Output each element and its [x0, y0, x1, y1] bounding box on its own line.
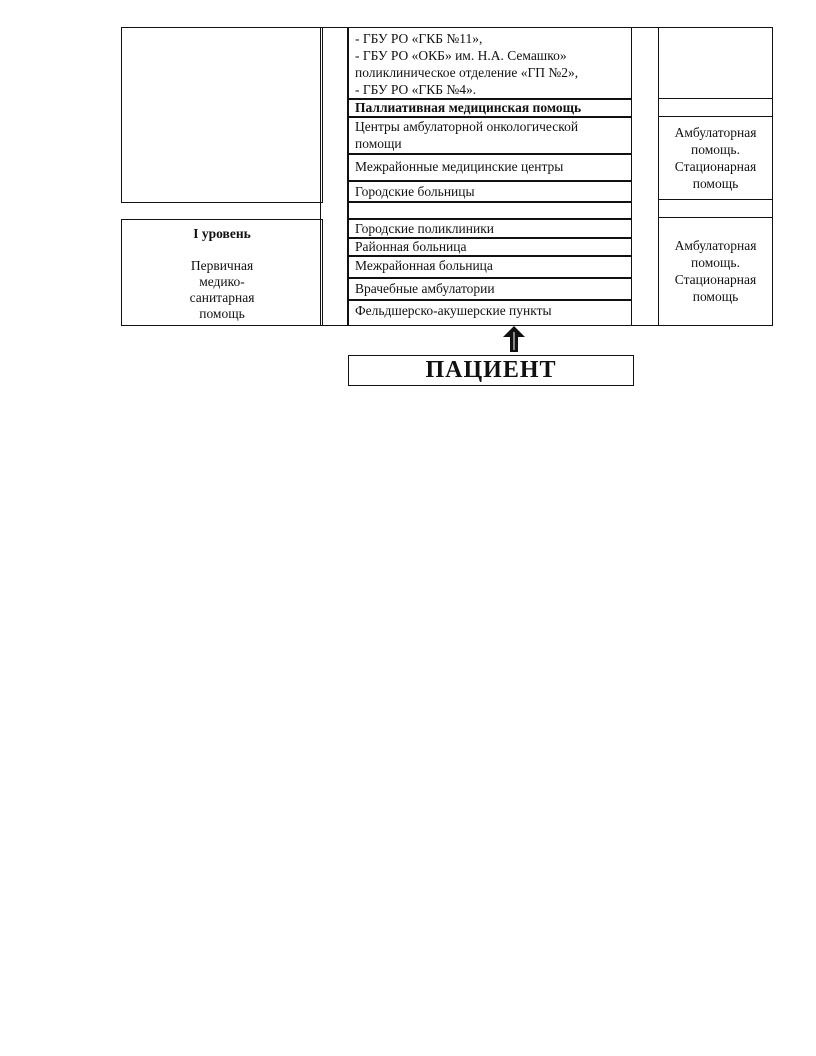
top-line-3: поликлиническое отделение «ГП №2», [355, 65, 579, 80]
left-connector-column [320, 27, 348, 326]
top-line-1: - ГБУ РО «ГКБ №11», [355, 31, 483, 46]
arrow-up-icon [502, 326, 526, 352]
right-bottom-line-1: Амбулаторная [674, 238, 757, 253]
sep-row-3 [348, 277, 632, 279]
level1-title: I уровень [193, 226, 251, 241]
patient-title: ПАЦИЕНТ [425, 357, 557, 383]
right-upper-box [658, 27, 773, 99]
level1-row-4: Врачебные амбулатории [355, 281, 495, 296]
right-top-line-1: Амбулаторная [674, 125, 757, 140]
sep-centers-bottom [348, 180, 632, 182]
left-upper-box [121, 27, 323, 203]
sep-level1-top [348, 218, 632, 220]
right-gap-box [658, 199, 773, 218]
oncology-line-2: помощи [355, 136, 402, 151]
level1-row-3: Межрайонная больница [355, 258, 493, 273]
palliative-label: Паллиативная медицинская помощь [355, 100, 582, 115]
level1-row-2: Районная больница [355, 239, 467, 254]
right-middle-box [658, 98, 773, 117]
right-top-line-4: помощь [692, 176, 739, 191]
level1-desc-1: Первичная [190, 258, 254, 273]
right-connector-column [631, 27, 659, 326]
sep-row-4 [348, 299, 632, 301]
right-top-line-2: помощь. [691, 142, 740, 157]
sep-palliative-bottom [348, 116, 632, 118]
level1-desc-3: санитарная [189, 290, 255, 305]
right-bottom-line-4: помощь [692, 289, 739, 304]
level1-desc-2: медико- [199, 274, 245, 289]
oncology-line-1: Центры амбулаторной онкологической [355, 119, 579, 134]
patient-box [348, 355, 634, 386]
right-bottom-line-2: помощь. [691, 255, 740, 270]
city-hospitals-label: Городские больницы [355, 184, 475, 199]
interdistrict-centers-label: Межрайонные медицинские центры [355, 159, 564, 174]
level1-desc-4: помощь [199, 306, 245, 321]
sep-hospitals-bottom [348, 201, 632, 203]
right-bottom-line-3: Стационарная [674, 272, 757, 287]
sep-oncology-bottom [348, 153, 632, 155]
top-line-2: - ГБУ РО «ОКБ» им. Н.А. Семашко» [355, 48, 567, 63]
sep-row-2 [348, 255, 632, 257]
top-line-4: - ГБУ РО «ГКБ №4». [355, 82, 477, 97]
right-top-line-3: Стационарная [674, 159, 757, 174]
level1-row-1: Городские поликлиники [355, 221, 495, 236]
level1-row-5: Фельдшерско-акушерские пункты [355, 303, 552, 318]
